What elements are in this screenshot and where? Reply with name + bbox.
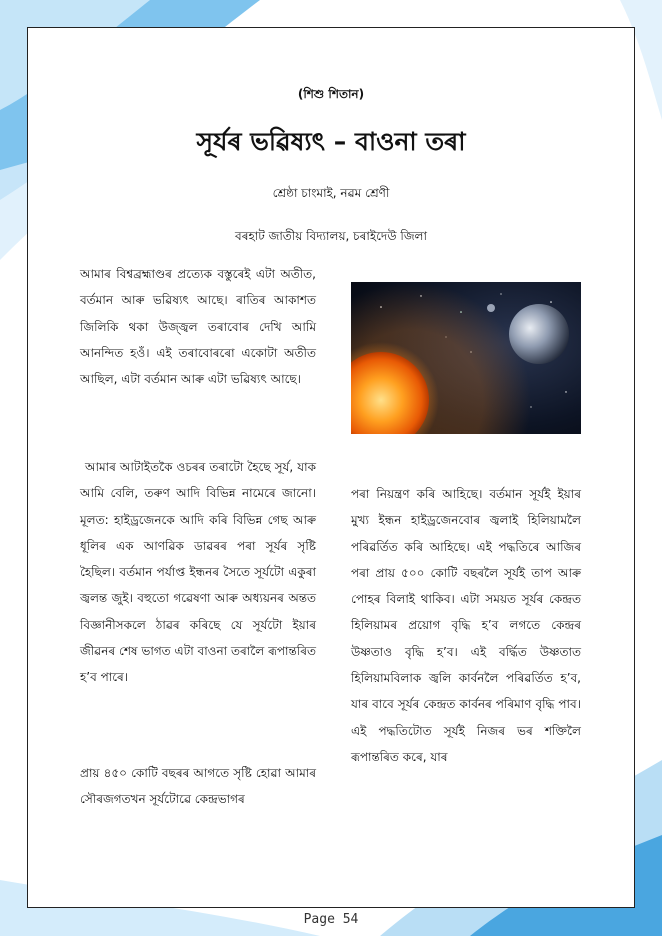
- left-column-paragraph-3: [80, 760, 316, 813]
- paragraph-text: আমাৰ বিশ্বব্ৰহ্মাণ্ডৰ প্ৰত্যেক বস্তুৰেই এটা অতীত, বৰ্তমান আৰু ভৱিষ্যৎ আছে। ৰাতিৰ আকাশত জিলিকি থকা উজ্জ্বল তৰাবোৰ দেখি আমি আনন্দিত হওঁ। এই তৰাবোৰৰো একোটা অতীত আছিল, এটা বৰ্তমান আৰু এটা ভৱিষ্যৎ আছে।: [80, 267, 316, 387]
- paragraph-text: পৰা নিয়ন্ত্ৰণ কৰি আহিছে। বৰ্তমান সূৰ্যই ইয়াৰ মুখ্য ইন্ধন হাইড্ৰজেনবোৰ জ্বলাই হিলিয়ামলৈ পৰিৱৰ্তিত কৰি আহিছে। এই পদ্ধতিৰে আজিৰ পৰা প্ৰায় ৫০০ কোটি বছৰলৈ সূৰ্যই তাপ আৰু পোহৰ বিলাই থাকিব। এটা সময়ত সূৰ্যৰ কেন্দ্ৰত হিলিয়ামৰ প্ৰয়োগ বৃদ্ধি হ’ব লগতে কেন্দ্ৰৰ উষ্ণতাও বৃদ্ধি হ’ব। এই বৰ্দ্ধিত উষ্ণতাত হিলিয়ামবিলাক জ্বলি কাৰ্বনলৈ পৰিৱৰ্তিত হ’ব, যাৰ বাবে সূৰ্যৰ কেন্দ্ৰত কাৰ্বনৰ পৰিমাণ বৃদ্ধি পাব। এই পদ্ধতিটোত সূৰ্যই নিজৰ ভৰ শক্তিলৈ ৰূপান্তৰিত কৰে, যাৰ: [351, 487, 581, 764]
- page-number: Page 54: [303, 912, 359, 927]
- school-line: বৰহাট জাতীয় বিদ্যালয়, চৰাইদেউ জিলা: [235, 229, 427, 243]
- section-tag: (শিশু শিতান): [297, 87, 365, 101]
- article-title: সূৰ্যৰ ভৱিষ্যৎ – বাওনা তৰা: [196, 127, 466, 156]
- left-column-paragraph-1: [80, 261, 316, 392]
- right-column-paragraph: [351, 481, 581, 770]
- paragraph-text: প্ৰায় ৪৫০ কোটি বছৰৰ আগতে সৃষ্টি হোৱা আমাৰ সৌৰজগতখন সূৰ্যটোৱে কেন্দ্ৰভাগৰ: [80, 766, 316, 807]
- paragraph-text: আমাৰ আটাইতকৈ ওচৰৰ তৰাটো হৈছে সূৰ্য, যাক আমি বেলি, তৰুণ আদি বিভিন্ন নামেৰে জানো। মূলত: হাইড্ৰজেনকে আদি কৰি বিভিন্ন গেছ আৰু ধূলিৰ এক আণৱিক ডাৱৰৰ পৰা সূৰ্যৰ সৃষ্টি হৈছিল। বৰ্তমান পৰ্যাপ্ত ইন্ধনৰ সৈতে সূৰ্যটো একুৰা জ্বলন্ত জুই। বহুতো গৱেষণা আৰু অধ্যয়নৰ অন্তত বিজ্ঞানীসকলে ঠাৱৰ কৰিছে যে সূৰ্যটো ইয়াৰ জীৱনৰ শেষ ভাগত এটা বাওনা তৰালৈ ৰূপান্তৰিত হ’ব পাৰে।: [80, 460, 316, 685]
- sun-and-planets-illustration: [351, 282, 581, 434]
- author-line: শ্ৰেষ্ঠা চাংমাই, নৱম শ্ৰেণী: [272, 186, 390, 200]
- left-column-paragraph-2: [80, 454, 316, 691]
